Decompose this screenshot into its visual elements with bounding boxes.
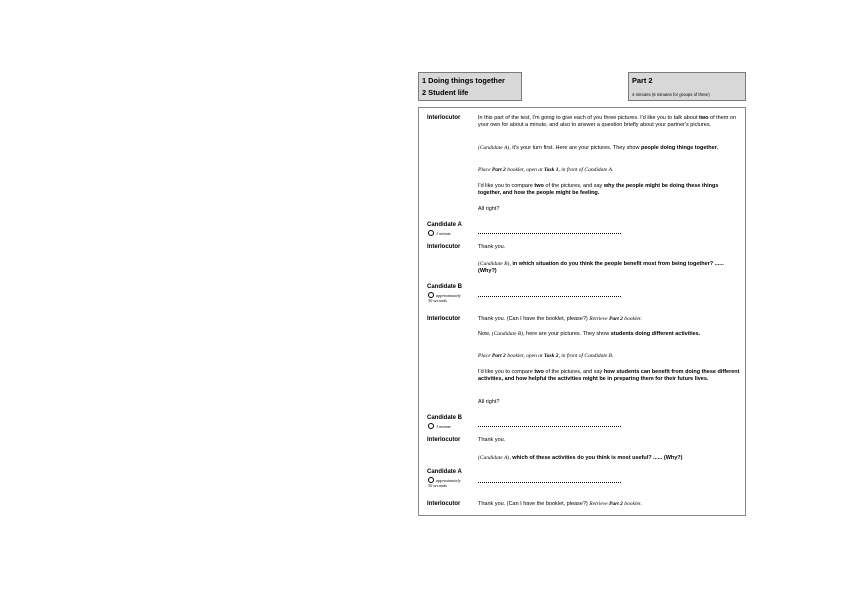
script-text: All right?: [478, 206, 500, 212]
response-line: [478, 233, 621, 234]
speaker-label: Interlocutor: [427, 244, 461, 250]
timing-note-2: 30 seconds: [428, 298, 447, 303]
task-titles-box: [418, 72, 522, 101]
instruction-text: Place Part 2 booklet, open at Task 2, in front of Candidate B.: [478, 353, 614, 359]
script-text: Thank you.: [478, 437, 506, 443]
script-text: (Candidate B), in which situation do you think the people benefit most from being together? ...... (Why?): [478, 261, 724, 274]
script-text: I'd like you to compare two of the pictures, and say how students can benefit from doing these different activities, and how helpful the activities might be in preparing them for their future lives.: [478, 369, 740, 382]
part-timing: 4 minutes (6 minutes for groups of three): [632, 92, 710, 97]
timing-note-2: 30 seconds: [428, 483, 447, 488]
script-text: In this part of the test, I'm going to give each of you three pictures. I'd like you to talk about two of them on your own for about a minute, and also to answer a question briefly about your partner's pictures.: [478, 115, 737, 128]
speaker-label: Candidate B: [427, 284, 463, 290]
script-text: All right?: [478, 399, 500, 405]
speaker-label: Interlocutor: [427, 437, 461, 443]
task-title-2: 2 Student life: [422, 88, 469, 97]
task-title-1: 1 Doing things together: [422, 76, 505, 85]
script-text: Now, (Candidate B), here are your pictures. They show students doing different activities.: [478, 331, 701, 337]
timing-note: 1 minute: [428, 423, 451, 429]
clock-icon: [428, 230, 434, 236]
script-text: Thank you.: [478, 244, 506, 250]
script-text: (Candidate A), it's your turn first. Here are your pictures. They show people doing things together.: [478, 145, 718, 151]
script-text: I'd like you to compare two of the pictures, and say why the people might be doing these things together, and how the people might be feeling.: [478, 183, 719, 196]
speaker-label: Candidate A: [427, 469, 462, 475]
part-title: Part 2: [632, 76, 653, 85]
script-text: Thank you. (Can I have the booklet, please?) Retrieve Part 2 booklet.: [478, 501, 642, 507]
script-text: Thank you. (Can I have the booklet, please?) Retrieve Part 2 booklet.: [478, 316, 642, 322]
clock-icon: [428, 423, 434, 429]
response-line: [478, 482, 621, 483]
timing-note: approximately: [428, 477, 461, 483]
speaker-label: Interlocutor: [427, 316, 461, 322]
speaker-label: Candidate A: [427, 222, 462, 228]
speaker-label: Interlocutor: [427, 501, 461, 507]
script-text: (Candidate A), which of these activities do you think is most useful? ...... (Why?): [478, 455, 683, 461]
response-line: [478, 426, 621, 427]
speaker-label: Candidate B: [427, 415, 463, 421]
timing-note: 1 minute: [428, 230, 451, 236]
timing-note: approximately: [428, 292, 461, 298]
speaker-label: Interlocutor: [427, 115, 461, 121]
part-info-box: [628, 72, 746, 101]
instruction-text: Place Part 2 booklet, open at Task 1, in front of Candidate A.: [478, 167, 614, 173]
response-line: [478, 296, 621, 297]
